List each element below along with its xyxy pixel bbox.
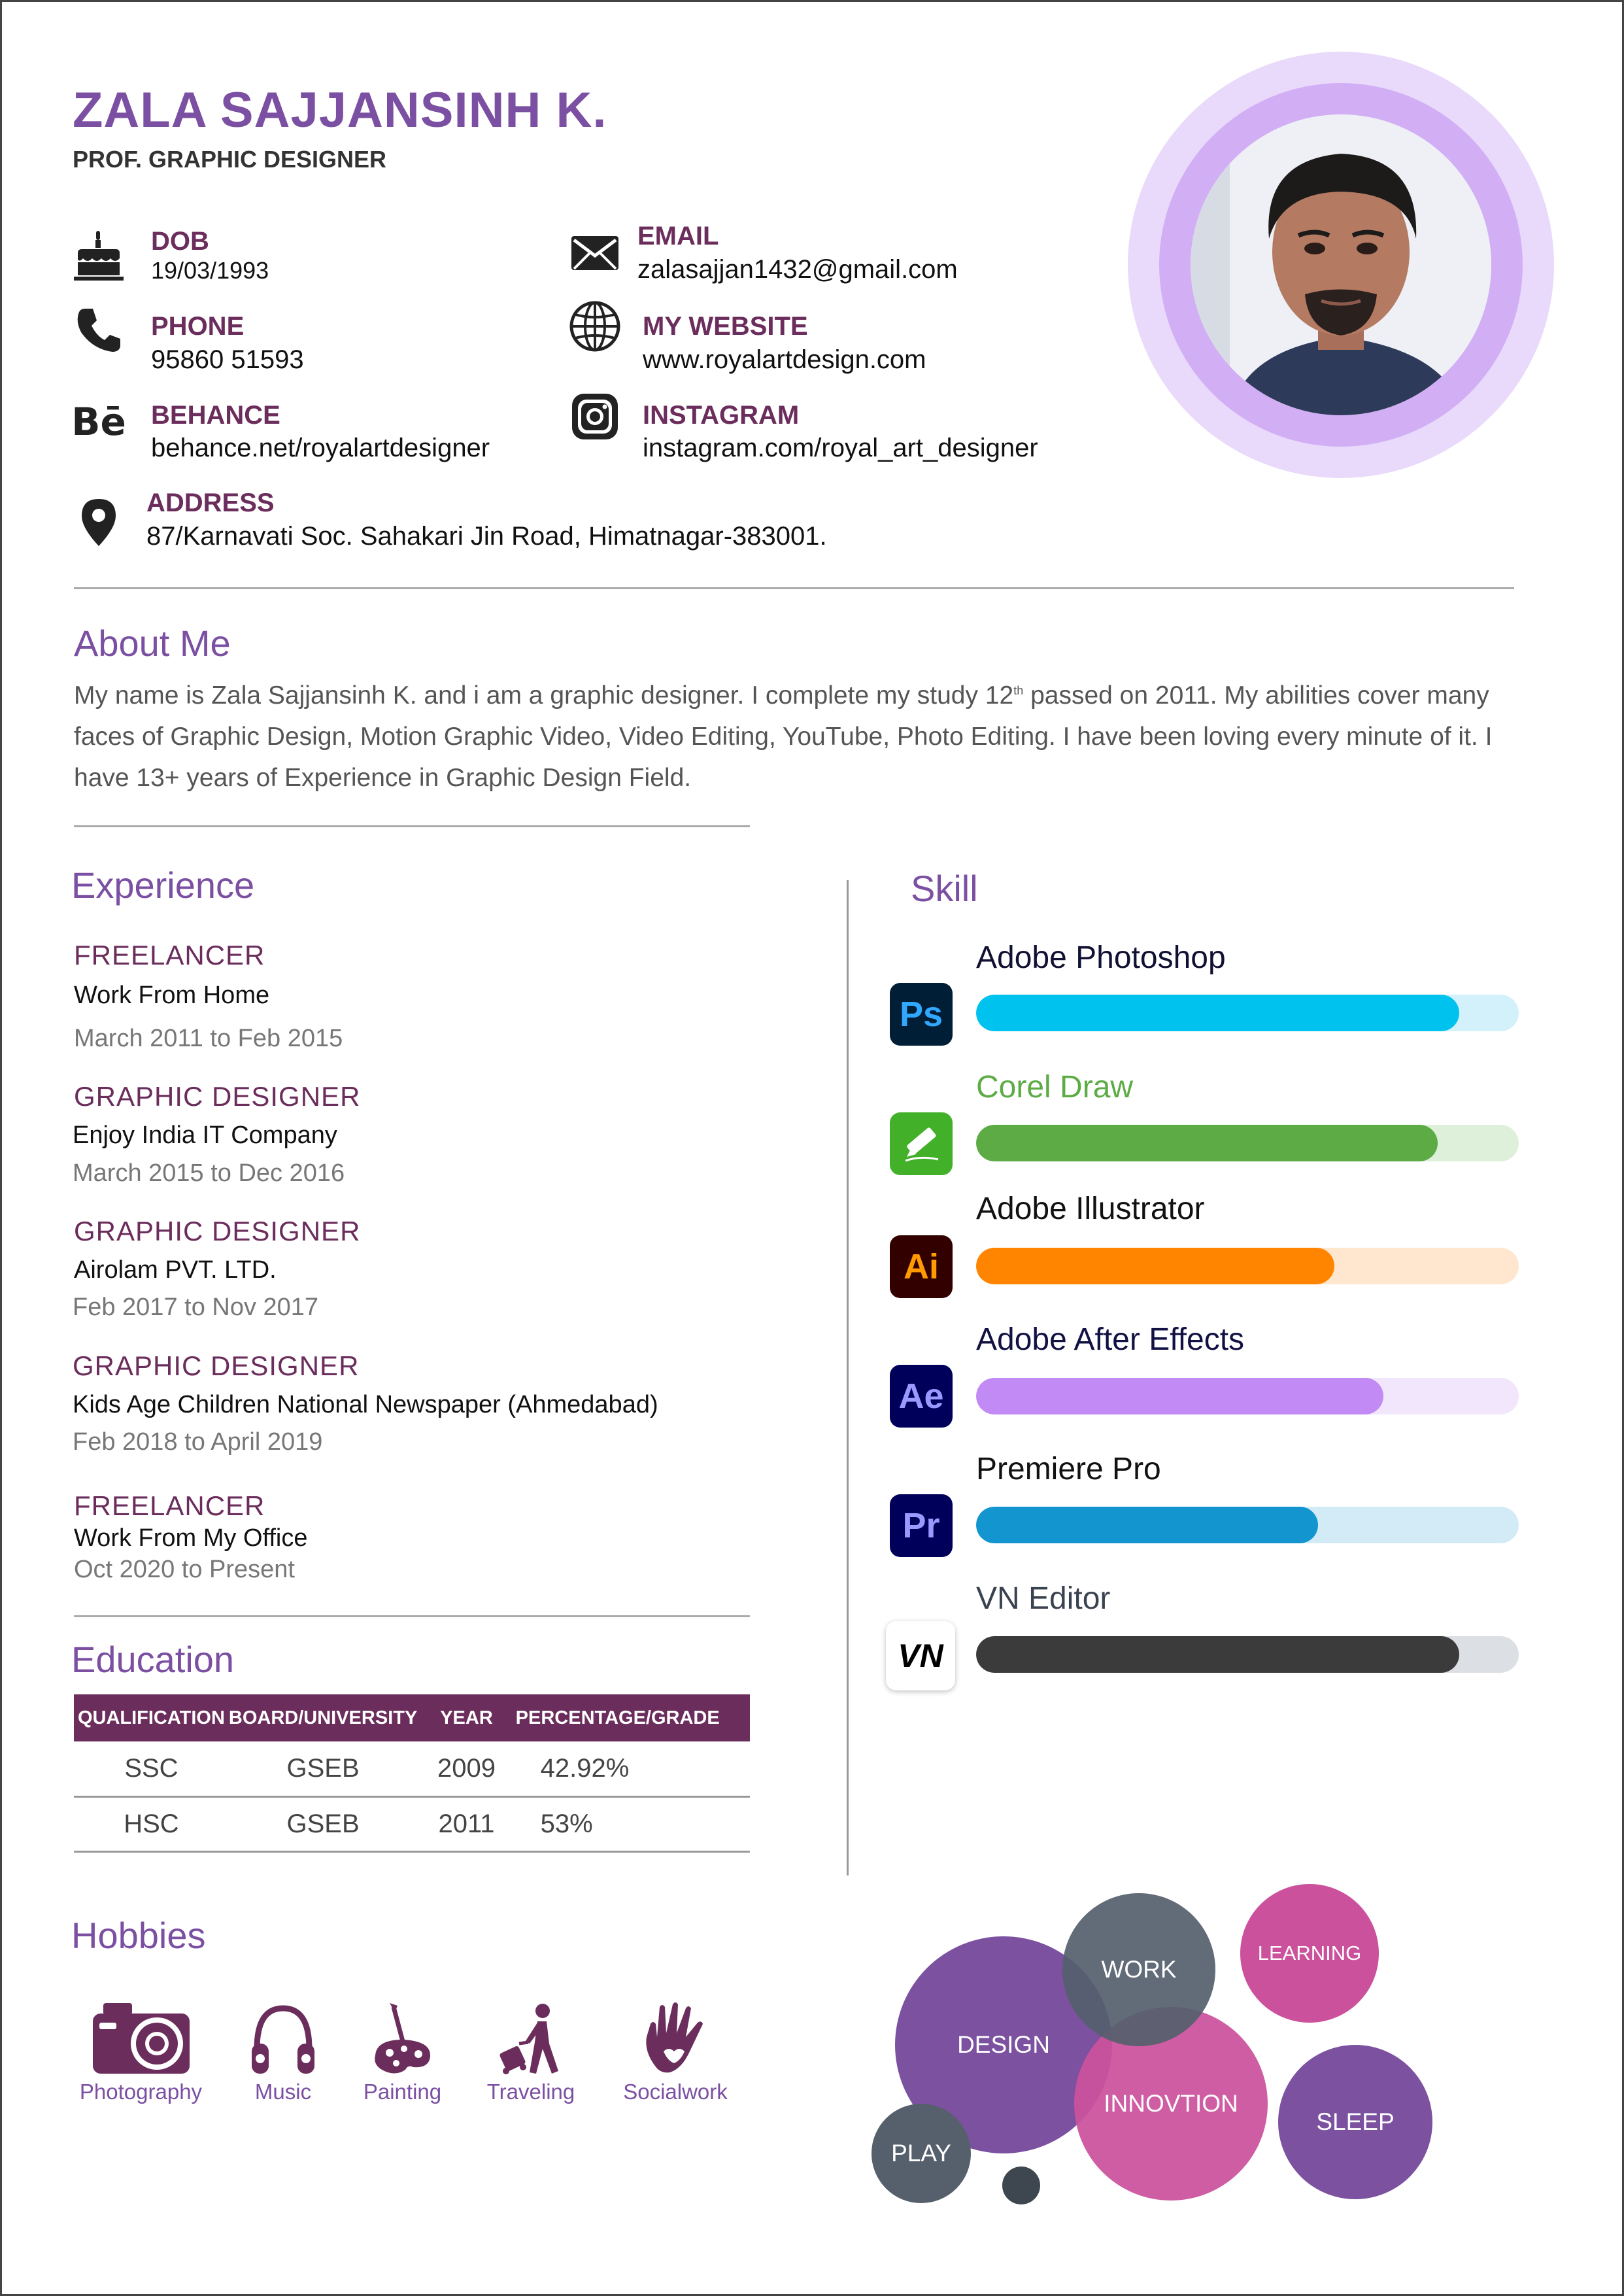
skill-name: Premiere Pro <box>976 1452 1161 1486</box>
job-title: GRAPHIC DESIGNER <box>74 1081 361 1112</box>
behance-icon: Bē <box>71 400 126 444</box>
job-title: FREELANCER <box>74 1490 265 1521</box>
hobby-photography <box>74 2003 208 2104</box>
skill-name: Adobe Illustrator <box>976 1191 1205 1226</box>
cake-icon <box>73 230 125 282</box>
table-cell: 2011 <box>417 1796 515 1851</box>
skill-bar-track <box>976 1636 1519 1673</box>
email-value[interactable]: zalasajjan1432@gmail.com <box>637 255 958 284</box>
coreldraw-icon <box>890 1112 953 1175</box>
hobby-label: Painting <box>363 2080 442 2104</box>
job-period: March 2011 to Feb 2015 <box>74 1025 343 1052</box>
dob-value: 19/03/1993 <box>151 257 269 284</box>
job-title-header: PROF. GRAPHIC DESIGNER <box>73 146 387 173</box>
skill-bar-fill <box>976 995 1459 1031</box>
illustrator-icon: Ai <box>890 1235 953 1298</box>
phone-icon <box>73 304 125 356</box>
skill-bar-track <box>976 1125 1519 1161</box>
headphones-icon <box>237 2003 329 2080</box>
hand-icon <box>610 2000 741 2080</box>
table-cell: GSEB <box>229 1796 417 1851</box>
about-text: My name is Zala Sajjansinh K. and i am a graphic designer. I complete my study 12th passed on 2011. My abilities cover many faces of Graphic Design, Motion Graphic Video, Video Editing, YouTube, Photo Editing. I have been loving every minute of it. I have 13+ years of Experience in Graphic Design Field. <box>74 681 1493 792</box>
hobby-label: Socialwork <box>623 2080 728 2104</box>
hobby-label: Traveling <box>486 2080 575 2104</box>
skill-bar-fill <box>976 1636 1459 1673</box>
skill-bar-fill <box>976 1248 1334 1284</box>
photoshop-icon: Ps <box>890 983 953 1046</box>
person-name: ZALA SAJJANSINH K. <box>73 82 607 138</box>
experience-heading: Experience <box>71 865 255 906</box>
bubble-design: DESIGN <box>895 1936 1112 2153</box>
job-title: FREELANCER <box>74 940 265 970</box>
column-header: YEAR <box>417 1694 515 1741</box>
table-cell: 42.92% <box>516 1741 750 1796</box>
after-effects-icon: Ae <box>890 1365 953 1428</box>
skill-bar-track <box>976 1507 1519 1543</box>
job-company: Enjoy India IT Company <box>73 1122 337 1149</box>
skill-name: Corel Draw <box>976 1070 1134 1105</box>
website-label: MY WEBSITE <box>643 312 808 341</box>
camera-icon <box>74 2003 208 2080</box>
skill-bar-track <box>976 995 1519 1031</box>
skill-bar-fill <box>976 1507 1318 1543</box>
palette-icon <box>355 2003 450 2080</box>
column-divider <box>847 880 849 1876</box>
vn-editor-icon: VN <box>886 1621 955 1690</box>
globe-icon <box>569 300 621 352</box>
traveler-icon <box>479 2003 583 2080</box>
table-row <box>74 1741 750 1796</box>
about-divider <box>74 825 750 827</box>
instagram-value[interactable]: instagram.com/royal_art_designer <box>643 434 1038 462</box>
hobby-socialwork <box>610 2000 741 2104</box>
job-title: GRAPHIC DESIGNER <box>73 1350 360 1381</box>
job-period: Feb 2018 to April 2019 <box>73 1428 323 1456</box>
job-period: Feb 2017 to Nov 2017 <box>73 1294 319 1321</box>
table-row <box>74 1796 750 1851</box>
skill-name: Adobe Photoshop <box>976 940 1226 975</box>
column-header: BOARD/UNIVERSITY <box>229 1694 417 1741</box>
hobby-label: Music <box>254 2080 312 2104</box>
education-table-header <box>74 1694 750 1741</box>
education-table <box>74 1694 750 1853</box>
instagram-label: INSTAGRAM <box>643 401 800 430</box>
job-company: Work From Home <box>74 982 270 1009</box>
address-label: ADDRESS <box>146 488 275 517</box>
about-heading: About Me <box>74 623 231 664</box>
profile-photo <box>1191 114 1491 415</box>
bubble-sleep: SLEEP <box>1278 2045 1432 2199</box>
table-cell: GSEB <box>229 1741 417 1796</box>
table-cell: HSC <box>74 1796 229 1851</box>
column-header: PERCENTAGE/GRADE <box>516 1694 750 1741</box>
header-divider <box>74 587 1514 589</box>
bubble-innovation: INNOVTION <box>1074 2007 1268 2201</box>
behance-label: BEHANCE <box>151 401 280 430</box>
instagram-icon <box>569 390 621 443</box>
job-company: Work From My Office <box>74 1524 308 1552</box>
bubble-learning: LEARNING <box>1240 1884 1379 2023</box>
bubble-work: WORK <box>1062 1893 1215 2046</box>
experience-divider <box>74 1615 750 1617</box>
hobby-traveling <box>479 2003 583 2104</box>
job-company: Airolam PVT. LTD. <box>74 1256 277 1284</box>
skill-bar-fill <box>976 1378 1383 1414</box>
dob-label: DOB <box>151 227 209 256</box>
job-period: March 2015 to Dec 2016 <box>73 1159 345 1187</box>
hobbies-heading: Hobbies <box>71 1915 206 1956</box>
hobby-music <box>237 2003 329 2104</box>
education-heading: Education <box>71 1639 235 1680</box>
job-company: Kids Age Children National Newspaper (Ahmedabad) <box>73 1391 658 1418</box>
location-pin-icon <box>73 496 125 549</box>
skill-bar-track <box>976 1248 1519 1284</box>
skill-bar-track <box>976 1378 1519 1414</box>
skill-bar-fill <box>976 1125 1438 1161</box>
job-period: Oct 2020 to Present <box>74 1556 295 1583</box>
website-value[interactable]: www.royalartdesign.com <box>643 345 926 374</box>
skill-name: Adobe After Effects <box>976 1322 1245 1357</box>
table-cell: 53% <box>516 1796 750 1851</box>
hobby-painting <box>355 2003 450 2104</box>
bubble-dot <box>1002 2167 1040 2204</box>
email-label: EMAIL <box>637 222 719 250</box>
bubble-play: PLAY <box>871 2104 971 2203</box>
hobby-label: Photography <box>79 2080 203 2104</box>
phone-label: PHONE <box>151 312 245 341</box>
table-cell: 2009 <box>417 1741 515 1796</box>
premiere-pro-icon: Pr <box>890 1494 953 1557</box>
behance-value[interactable]: behance.net/royalartdesigner <box>151 434 490 462</box>
table-cell: SSC <box>74 1741 229 1796</box>
address-value: 87/Karnavati Soc. Sahakari Jin Road, Himatnagar-383001. <box>146 522 827 551</box>
column-header: QUALIFICATION <box>74 1694 229 1741</box>
mail-icon <box>569 227 621 279</box>
phone-value[interactable]: 95860 51593 <box>151 345 304 374</box>
skill-name: VN Editor <box>976 1581 1111 1616</box>
skill-heading: Skill <box>911 868 978 909</box>
job-title: GRAPHIC DESIGNER <box>74 1216 361 1246</box>
